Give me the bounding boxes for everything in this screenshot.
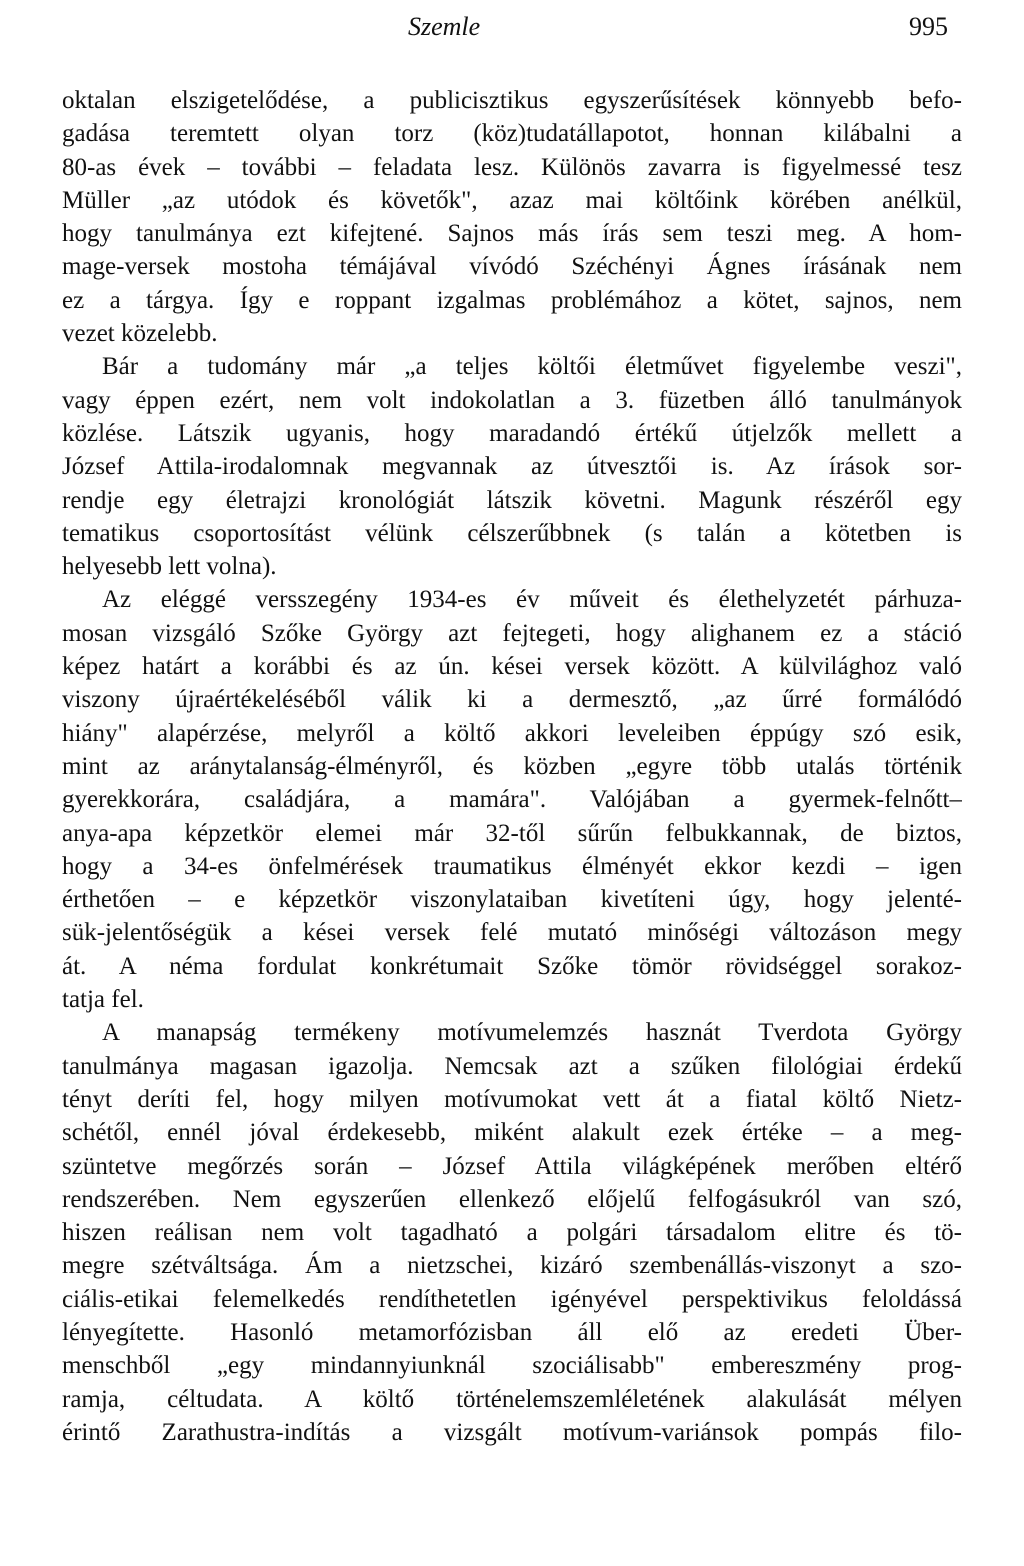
text-line: menschből „egy mindannyiunknál szociálisabb" embereszmény prog-: [62, 1352, 962, 1380]
text-line: tényt deríti fel, hogy milyen motívumokat vett át a fiatal költő Nietz-: [62, 1085, 962, 1113]
running-title: Szemle: [408, 12, 481, 41]
text-line: megre szétváltsága. Ám a nietzschei, kizáró szembenállás-viszonyt a szo-: [62, 1252, 962, 1280]
running-header: [62, 0, 962, 40]
paragraph: [62, 583, 962, 1016]
document-page: [62, 0, 962, 1446]
text-line: gyerekkorára, családjára, a mamára". Valójában a gyermek-felnőtt–: [62, 786, 962, 814]
text-line: mint az aránytalanság-élményről, és közben „egyre több utalás történik: [62, 752, 962, 780]
text-line: vagy éppen ezért, nem volt indokolatlan a 3. füzetben álló tanulmányok: [62, 386, 962, 414]
text-line: tanulmánya magasan igazolja. Nemcsak azt a szűken filológiai érdekű: [62, 1052, 962, 1080]
text-line: Az eléggé versszegény 1934-es év műveit és élethelyzetét párhuza-: [102, 586, 962, 614]
paragraph: [62, 1016, 962, 1449]
text-line: képez határt a korábbi és az ún. kései versek között. A külvilághoz való: [62, 653, 962, 681]
text-line: mage-versek mostoha témájával vívódó Széchényi Ágnes írásának nem: [62, 253, 962, 281]
text-line: ciális-etikai felemelkedés rendíthetetlen igényével perspektivikus feloldássá: [62, 1285, 962, 1313]
text-line: gadása teremtett olyan torz (köz)tudatállapotot, honnan kilábalni a: [62, 120, 962, 148]
paragraph: [62, 350, 962, 583]
text-line: hogy a 34-es önfelmérések traumatikus élményét ekkor kezdi – igen: [62, 852, 962, 880]
page-number: 995: [909, 12, 948, 41]
text-line: ez a tárgya. Így e roppant izgalmas problémához a kötet, sajnos, nem: [62, 286, 962, 314]
paragraph: [62, 84, 962, 350]
text-line: tematikus csoportosítást vélünk célszerűbbnek (s talán a kötetben is: [62, 519, 962, 547]
text-line: közlése. Látszik ugyanis, hogy maradandó értékű útjelzők mellett a: [62, 419, 962, 447]
text-line: oktalan elszigetelődése, a publicisztikus egyszerűsítések könnyebb befo-: [62, 87, 962, 114]
text-line: Bár a tudomány már „a teljes költői életművet figyelembe veszi",: [102, 353, 962, 381]
text-line: A manapság termékeny motívumelemzés hasznát Tverdota György: [102, 1019, 962, 1047]
text-line: mosan vizsgáló Szőke György azt fejtegeti, hogy alighanem ez a stáció: [62, 619, 962, 647]
text-line: érintő Zarathustra-indítás a vizsgált motívum-variánsok pompás filo-: [62, 1418, 962, 1446]
text-line: rendszerében. Nem egyszerűen ellenkező előjelű felfogásukról van szó,: [62, 1185, 962, 1213]
text-line: 80-as évek – további – feladata lesz. Különös zavarra is figyelmessé tesz: [62, 153, 962, 181]
text-line: szüntetve megőrzés során – József Attila világképének merőben eltérő: [62, 1152, 962, 1180]
body-text: [62, 84, 962, 1449]
text-line: helyesebb lett volna).: [62, 553, 277, 581]
text-line: hiány" alapérzése, melyről a költő akkori leveleiben éppúgy szó esik,: [62, 719, 962, 747]
text-line: Müller „az utódok és követők", azaz mai költőink körében anélkül,: [62, 186, 962, 214]
text-line: át. A néma fordulat konkrétumait Szőke tömör rövidséggel sorakoz-: [62, 952, 962, 980]
text-line: sük-jelentőségük a kései versek felé mutató minőségi változáson megy: [62, 919, 962, 947]
text-line: tatja fel.: [62, 986, 144, 1014]
text-line: vezet közelebb.: [62, 320, 218, 348]
text-line: érthetően – e képzetkör viszonylataiban kivetíteni úgy, hogy jelenté-: [62, 886, 962, 914]
text-line: lényegítette. Hasonló metamorfózisban áll elő az eredeti Über-: [62, 1318, 962, 1346]
text-line: József Attila-irodalomnak megvannak az útvesztői is. Az írások sor-: [62, 453, 962, 481]
text-line: schétől, ennél jóval érdekesebb, miként alakult ezek értéke – a meg-: [62, 1119, 962, 1147]
text-line: anya-apa képzetkör elemei már 32-től sűrűn felbukkannak, de biztos,: [62, 819, 962, 847]
text-line: viszony újraértékeléséből válik ki a dermesztő, „az űrré formálódó: [62, 686, 962, 714]
text-line: hiszen reálisan nem volt tagadható a polgári társadalom elitre és tö-: [62, 1219, 962, 1247]
text-line: rendje egy életrajzi kronológiát látszik követni. Magunk részéről egy: [62, 486, 962, 514]
text-line: hogy tanulmánya ezt kifejtené. Sajnos más írás sem teszi meg. A hom-: [62, 220, 962, 248]
text-line: ramja, céltudata. A költő történelemszemléletének alakulását mélyen: [62, 1385, 962, 1413]
